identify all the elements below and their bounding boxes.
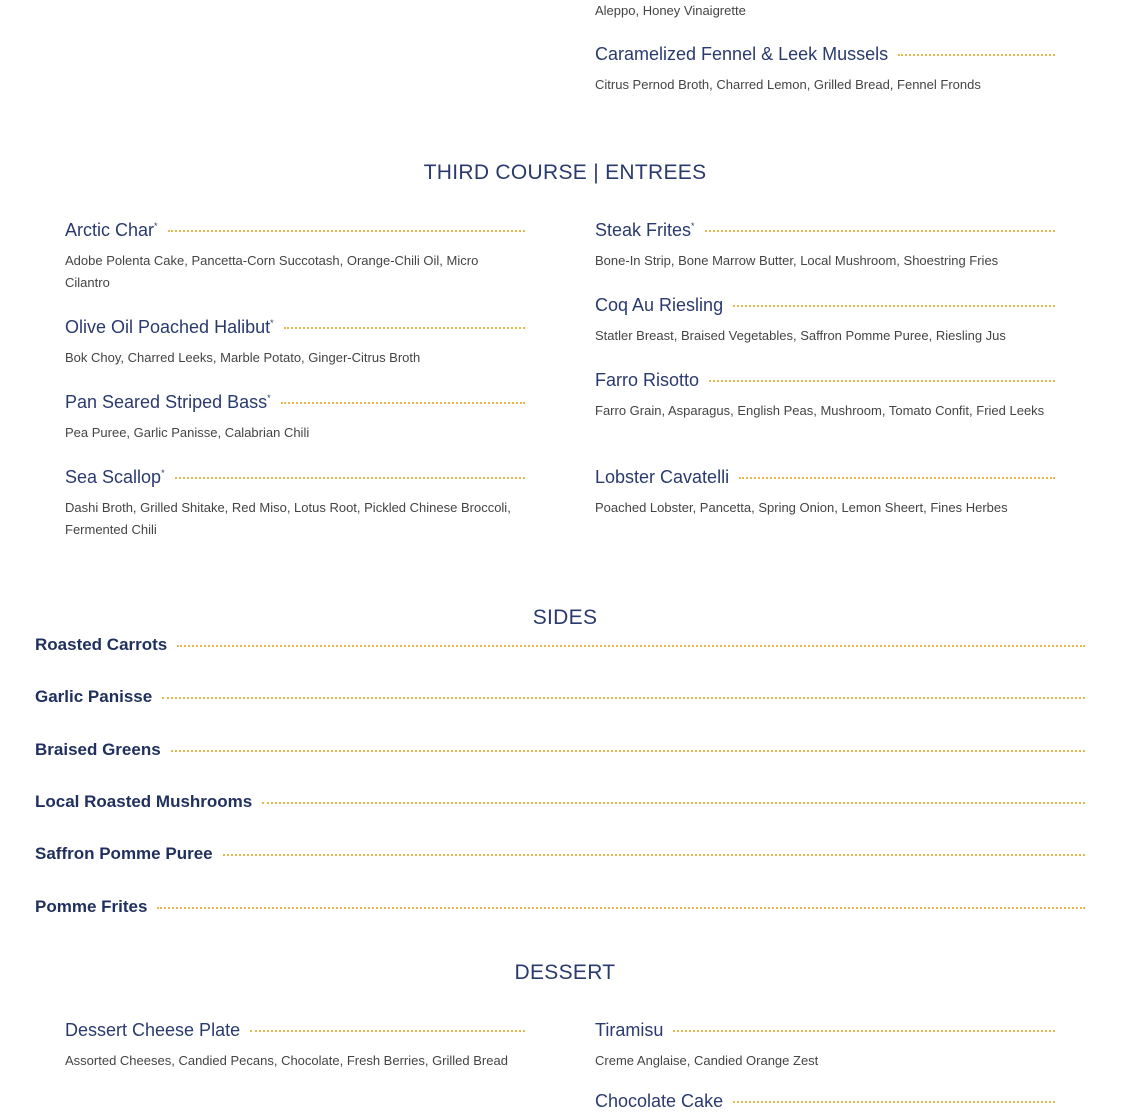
side-item — [35, 686, 1085, 708]
menu-item-description: Creme Anglaise, Candied Orange Zest — [595, 1053, 819, 1068]
dotted-leader — [733, 1101, 1055, 1103]
dotted-leader — [705, 230, 1055, 232]
dotted-leader — [284, 327, 525, 329]
menu-item-name: Arctic Char* — [65, 220, 158, 240]
side-item — [35, 896, 1085, 918]
menu-item-name: Coq Au Riesling — [595, 295, 724, 315]
section-title-entrees: THIRD COURSE | ENTREES — [423, 161, 707, 184]
dotted-leader — [162, 697, 1085, 699]
menu-item-lobster-cavatelli — [595, 466, 1055, 519]
menu-item-steak-frites — [595, 219, 1055, 272]
menu-item-description: Statler Breast, Braised Vegetables, Saffron Pomme Puree, Riesling Jus — [595, 328, 1006, 343]
menu-item-name: Caramelized Fennel & Leek Mussels — [595, 44, 889, 64]
menu-item-name: Dessert Cheese Plate — [65, 1020, 241, 1040]
side-item-name: Saffron Pomme Puree — [35, 844, 213, 863]
menu-item-name: Olive Oil Poached Halibut* — [65, 317, 274, 337]
asterisk-mark: * — [161, 468, 165, 478]
menu-item-cheese-plate — [65, 1019, 525, 1072]
dotted-leader — [171, 750, 1085, 752]
dotted-leader — [709, 380, 1055, 382]
menu-item-halibut — [65, 316, 525, 369]
dotted-leader — [250, 1030, 525, 1032]
dotted-leader — [673, 1030, 1055, 1032]
menu-item-name: Lobster Cavatelli — [595, 467, 730, 487]
menu-item-name: Chocolate Cake — [595, 1091, 724, 1111]
dotted-leader — [898, 54, 1055, 56]
asterisk-mark: * — [270, 318, 274, 328]
menu-item-coq-au-riesling — [595, 294, 1055, 347]
menu-item-description: Farro Grain, Asparagus, English Peas, Mushroom, Tomato Confit, Fried Leeks — [595, 403, 1045, 418]
dotted-leader — [157, 907, 1085, 909]
side-item — [35, 634, 1085, 656]
dotted-leader — [175, 477, 525, 479]
menu-item-name: Farro Risotto — [595, 370, 700, 390]
menu-item-tiramisu — [595, 1019, 1055, 1072]
menu-item-description: Dashi Broth, Grilled Shitake, Red Miso, Lotus Root, Pickled Chinese Broccoli, Fermented Chili — [65, 500, 511, 537]
dotted-leader — [281, 402, 525, 404]
dotted-leader — [168, 230, 525, 232]
menu-item-farro-risotto — [595, 369, 1055, 422]
menu-item-chocolate-cake — [595, 1090, 1055, 1112]
menu-item-striped-bass — [65, 391, 525, 444]
asterisk-mark: * — [691, 221, 695, 231]
section-title-sides: SIDES — [532, 606, 598, 629]
asterisk-mark: * — [154, 221, 158, 231]
menu-item-sea-scallop — [65, 466, 525, 541]
dotted-leader — [177, 645, 1085, 647]
side-item — [35, 739, 1085, 761]
menu-item-name: Steak Frites* — [595, 220, 695, 240]
asterisk-mark: * — [267, 393, 271, 403]
menu-item-description: Adobe Polenta Cake, Pancetta-Corn Succotash, Orange-Chili Oil, Micro Cilantro — [65, 253, 479, 290]
menu-item-description: Aleppo, Honey Vinaigrette — [595, 3, 746, 18]
dotted-leader — [223, 854, 1085, 856]
dotted-leader — [733, 305, 1055, 307]
menu-item-description: Bok Choy, Charred Leeks, Marble Potato, Ginger-Citrus Broth — [65, 350, 421, 365]
side-item — [35, 843, 1085, 865]
side-item — [35, 791, 1085, 813]
dotted-leader — [739, 477, 1055, 479]
menu-item-description: Poached Lobster, Pancetta, Spring Onion, Lemon Sheert, Fines Herbes — [595, 500, 1008, 515]
menu-item-description: Pea Puree, Garlic Panisse, Calabrian Chili — [65, 425, 310, 440]
section-title-dessert: DESSERT — [514, 961, 616, 984]
side-item-name: Local Roasted Mushrooms — [35, 792, 253, 811]
side-item-name: Braised Greens — [35, 740, 161, 759]
menu-item-name: Pan Seared Striped Bass* — [65, 392, 271, 412]
side-item-name: Pomme Frites — [35, 897, 148, 916]
menu-item-description: Citrus Pernod Broth, Charred Lemon, Grilled Bread, Fennel Fronds — [595, 77, 981, 92]
side-item-name: Roasted Carrots — [35, 635, 168, 654]
menu-item-mussels — [595, 43, 1055, 96]
menu-item-arctic-char — [65, 219, 525, 294]
menu-item-name: Sea Scallop* — [65, 467, 165, 487]
menu-item-name: Tiramisu — [595, 1020, 664, 1040]
menu-item-description: Assorted Cheeses, Candied Pecans, Chocolate, Fresh Berries, Grilled Bread — [65, 1053, 508, 1068]
menu-item-description: Bone-In Strip, Bone Marrow Butter, Local Mushroom, Shoestring Fries — [595, 253, 999, 268]
dotted-leader — [262, 802, 1085, 804]
side-item-name: Garlic Panisse — [35, 687, 153, 706]
